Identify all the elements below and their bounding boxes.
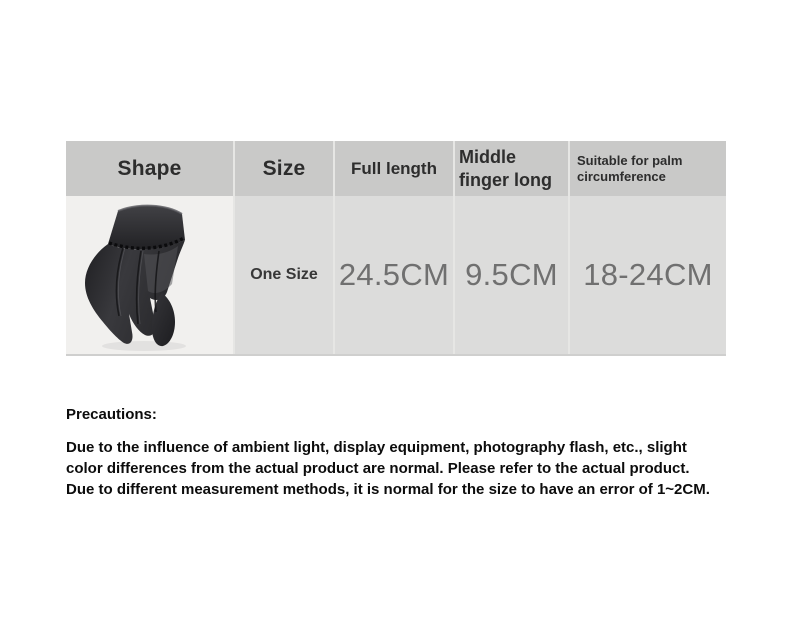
- column-header-middle-finger: [453, 141, 568, 196]
- middle-finger-value: 9.5CM: [465, 257, 558, 292]
- palm-circumference-value: 18-24CM: [583, 257, 713, 292]
- column-header-palm-circumference-label: Suitable for palm circumference: [577, 152, 683, 184]
- precautions-section: [66, 406, 756, 500]
- column-header-full-length-label: Full length: [351, 158, 437, 178]
- column-header-size-label: Size: [262, 156, 306, 180]
- table-row-palm-circumference-cell: [568, 196, 726, 354]
- table-row-shape-image-cell: [66, 196, 233, 354]
- size-table: [66, 141, 726, 356]
- glove-image: [66, 196, 233, 354]
- table-row-size-cell: [233, 196, 333, 354]
- size-value: One Size: [250, 266, 318, 283]
- column-header-shape: [66, 141, 233, 196]
- table-row-middle-finger-cell: [453, 196, 568, 354]
- full-length-value: 24.5CM: [338, 257, 450, 292]
- column-header-size: [233, 141, 333, 196]
- table-row-full-length-cell: [333, 196, 453, 354]
- column-header-shape-label: Shape: [117, 156, 182, 180]
- precautions-line-3: Due to different measurement methods, it is normal for the size to have an error of 1~2CM.: [66, 481, 710, 498]
- precautions-line-1: Due to the influence of ambient light, display equipment, photography flash, etc., slight: [66, 439, 687, 456]
- column-header-palm-circumference: [568, 141, 726, 196]
- precautions-line-2: color differences from the actual product are normal. Please refer to the actual product.: [66, 460, 690, 477]
- column-header-full-length: [333, 141, 453, 196]
- precautions-heading: Precautions:: [66, 406, 157, 423]
- glove-cuff: [108, 206, 185, 250]
- column-header-middle-finger-label: Middle finger long: [459, 146, 552, 190]
- glove-shadow: [102, 341, 186, 351]
